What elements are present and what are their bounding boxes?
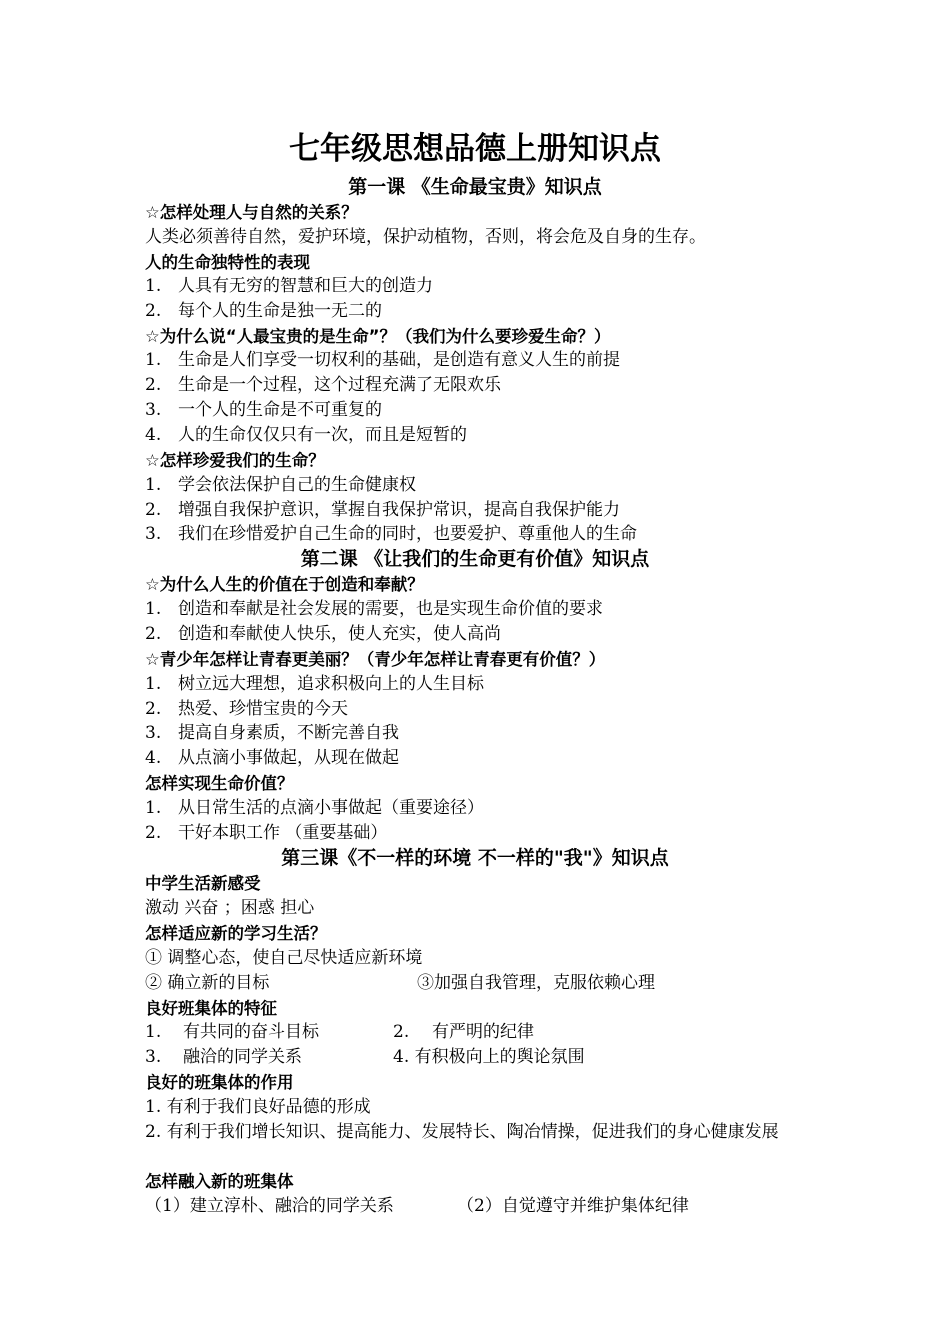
- question: 怎样实现生命价值？: [145, 774, 294, 793]
- list-item: 2. 有严明的纪律: [393, 1022, 534, 1042]
- question: 中学生活新感受: [145, 874, 261, 893]
- question: 怎样融入新的班集体: [145, 1172, 294, 1191]
- list-item: 2. 干好本职工作 （重要基础）: [145, 823, 388, 843]
- question: 良好的班集体的作用: [145, 1073, 294, 1092]
- list-item: 4. 从点滴小事做起，从现在做起: [145, 748, 399, 768]
- list-item: 2. 创造和奉献使人快乐，使人充实，使人高尚: [145, 624, 501, 644]
- answer-row: [145, 1194, 835, 1219]
- list-item: 1. 生命是人们享受一切权利的基础，是创造有意义人生的前提: [145, 350, 620, 370]
- list-item: 2. 每个人的生命是独一无二的: [145, 301, 382, 321]
- list-item: 1. 从日常生活的点滴小事做起（重要途径）: [145, 798, 484, 818]
- question: 良好班集体的特征: [145, 999, 277, 1018]
- list-item: 2. 增强自我保护意识，掌握自我保护常识，提高自我保护能力: [145, 500, 620, 520]
- feature-row: 1. 有共同的奋斗目标 2. 有严明的纪律: [145, 1020, 835, 1045]
- list-item: 3. 提高自身素质，不断完善自我: [145, 723, 399, 743]
- list-item: 3. 一个人的生命是不可重复的: [145, 400, 382, 420]
- question: ☆为什么人生的价值在于创造和奉献？: [145, 575, 424, 594]
- list-item: 4. 有积极向上的舆论氛围: [393, 1047, 585, 1067]
- list-item: 1. 人具有无穷的智慧和巨大的创造力: [145, 276, 433, 296]
- question: 人的生命独特性的表现: [145, 253, 310, 272]
- list-item: 有共同的奋斗目标: [183, 1022, 319, 1042]
- answer: 1. 有利于我们良好品德的形成: [145, 1097, 371, 1117]
- answer: 人类必须善待自然，爱护环境，保护动植物，否则，将会危及自身的生存。: [145, 227, 706, 247]
- list-item: 2. 热爱、珍惜宝贵的今天: [145, 699, 348, 719]
- answer: 2. 有利于我们增长知识、提高能力、发展特长、陶冶情操，促进我们的身心健康发展: [145, 1122, 779, 1142]
- lesson-2-heading: 第二课 《让我们的生命更有价值》知识点: [300, 548, 650, 570]
- list-item: 1. 树立远大理想，追求积极向上的人生目标: [145, 674, 484, 694]
- answer: ② 确立新的目标: [145, 973, 270, 993]
- answer: （2）自觉遵守并维护集体纪律: [457, 1196, 689, 1216]
- answer: 激动 兴奋 ；困惑 担心: [145, 898, 315, 918]
- question: ☆为什么说“人最宝贵的是生命”？（我们为什么要珍爱生命？）: [145, 327, 611, 346]
- list-item: 融洽的同学关系: [183, 1047, 302, 1067]
- feature-row: 3. 融洽的同学关系 4. 有积极向上的舆论氛围: [145, 1045, 835, 1070]
- answer: ③加强自我管理，克服依赖心理: [417, 973, 655, 993]
- answer-row: [145, 971, 835, 996]
- question: ☆怎样珍爱我们的生命？: [145, 451, 325, 470]
- list-item: 2. 生命是一个过程，这个过程充满了无限欢乐: [145, 375, 501, 395]
- answer: （1）建立淳朴、融洽的同学关系: [145, 1196, 394, 1216]
- list-item: 4. 人的生命仅仅只有一次，而且是短暂的: [145, 425, 467, 445]
- question: ☆怎样处理人与自然的关系？: [145, 203, 358, 222]
- document-title: 七年级思想品德上册知识点: [289, 131, 661, 167]
- list-item: 3. 我们在珍惜爱护自己生命的同时，也要爱护、尊重他人的生命: [145, 524, 637, 544]
- question: 怎样适应新的学习生活？: [145, 924, 327, 943]
- question: ☆青少年怎样让青春更美丽？（青少年怎样让青春更有价值？）: [145, 650, 606, 669]
- lesson-1-heading: 第一课 《生命最宝贵》知识点: [348, 176, 602, 198]
- answer: ① 调整心态，使自己尽快适应新环境: [145, 948, 423, 968]
- list-item: 1. 学会依法保护自己的生命健康权: [145, 475, 416, 495]
- lesson-3-heading: 第三课《不一样的环境 不一样的"我"》知识点: [281, 847, 669, 869]
- list-item: 1. 创造和奉献是社会发展的需要，也是实现生命价值的要求: [145, 599, 603, 619]
